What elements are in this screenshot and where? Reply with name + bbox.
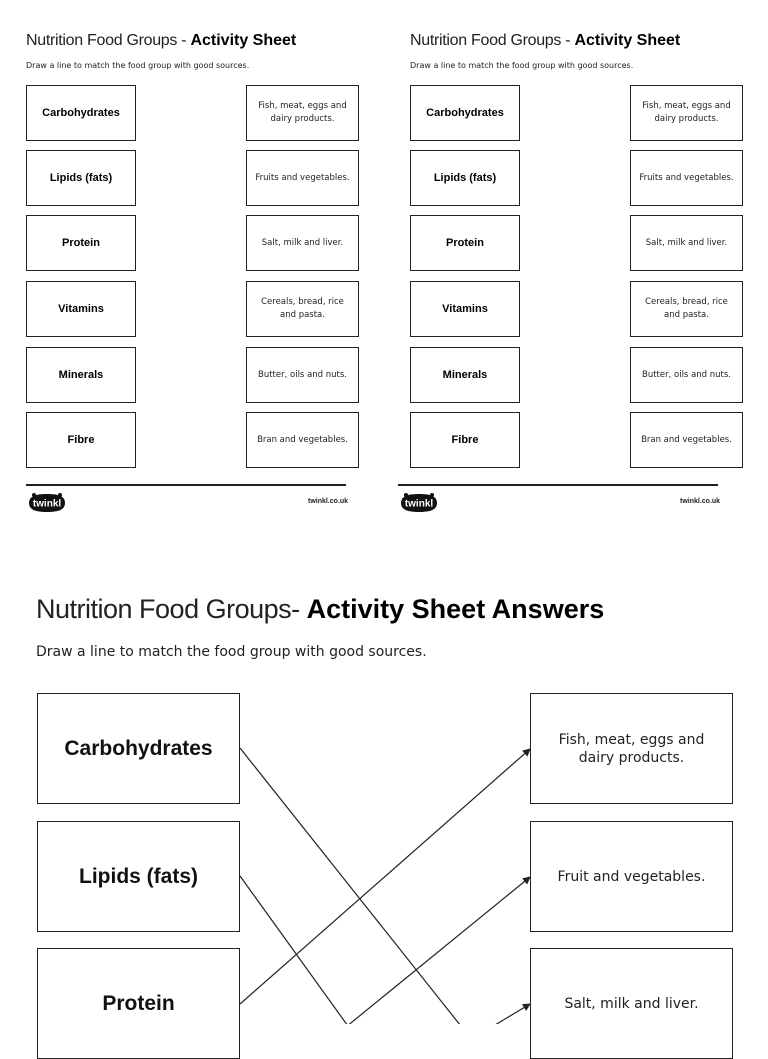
footer-rule bbox=[398, 484, 718, 486]
connector-line-carbohydrates bbox=[240, 748, 472, 1024]
source-box-salt-milk: Salt, milk and liver. bbox=[630, 215, 743, 271]
source-box-cereals: Cereals, bread, rice and pasta. bbox=[246, 281, 359, 337]
source-box-cereals: Cereals, bread, rice and pasta. bbox=[630, 281, 743, 337]
group-box-lipids: Lipids (fats) bbox=[26, 150, 136, 206]
group-box-carbohydrates: Carbohydrates bbox=[410, 85, 520, 141]
source-box-fruits-vegetables: Fruits and vegetables. bbox=[246, 150, 359, 206]
group-box-carbohydrates: Carbohydrates bbox=[26, 85, 136, 141]
group-box-minerals: Minerals bbox=[410, 347, 520, 403]
answer-source-fish-meat: Fish, meat, eggs and dairy products. bbox=[530, 693, 733, 804]
answer-source-salt-milk: Salt, milk and liver. bbox=[530, 948, 733, 1059]
answers-title: Nutrition Food Groups- Activity Sheet Answers bbox=[36, 594, 605, 624]
sheet-title: Nutrition Food Groups - Activity Sheet bbox=[26, 32, 297, 49]
group-box-vitamins: Vitamins bbox=[26, 281, 136, 337]
answer-group-carbohydrates: Carbohydrates bbox=[37, 693, 240, 804]
source-box-fish-meat: Fish, meat, eggs and dairy products. bbox=[246, 85, 359, 141]
footer-url: twinkl.co.uk bbox=[308, 498, 349, 505]
group-box-minerals: Minerals bbox=[26, 347, 136, 403]
group-box-protein: Protein bbox=[26, 215, 136, 271]
connector-line-lipids bbox=[240, 876, 358, 1024]
source-box-bran: Bran and vegetables. bbox=[630, 412, 743, 468]
sheet-title: Nutrition Food Groups - Activity Sheet bbox=[410, 32, 681, 49]
group-box-vitamins: Vitamins bbox=[410, 281, 520, 337]
activity-sheet-right bbox=[404, 0, 755, 520]
footer-rule bbox=[26, 484, 346, 486]
answers-instruction: Draw a line to match the food group with good sources. bbox=[36, 644, 427, 660]
answers-sheet bbox=[0, 560, 768, 1024]
source-box-salt-milk: Salt, milk and liver. bbox=[246, 215, 359, 271]
group-box-lipids: Lipids (fats) bbox=[410, 150, 520, 206]
activity-sheet-left bbox=[26, 0, 371, 520]
source-box-bran: Bran and vegetables. bbox=[246, 412, 359, 468]
svg-text:twinkl: twinkl bbox=[32, 498, 62, 510]
sheet-instruction: Draw a line to match the food group with good sources. bbox=[26, 61, 250, 70]
source-box-butter-oils: Butter, oils and nuts. bbox=[630, 347, 743, 403]
answer-source-fruit-vegetables: Fruit and vegetables. bbox=[530, 821, 733, 932]
group-box-fibre: Fibre bbox=[26, 412, 136, 468]
connector-line-to-salt bbox=[470, 1004, 530, 1024]
twinkl-logo bbox=[26, 490, 68, 516]
source-box-fruits-vegetables: Fruits and vegetables. bbox=[630, 150, 743, 206]
footer-url: twinkl.co.uk bbox=[680, 498, 721, 505]
twinkl-logo bbox=[398, 490, 440, 516]
group-box-protein: Protein bbox=[410, 215, 520, 271]
answer-connector-lines bbox=[0, 560, 768, 1024]
answer-group-lipids: Lipids (fats) bbox=[37, 821, 240, 932]
source-box-butter-oils: Butter, oils and nuts. bbox=[246, 347, 359, 403]
source-box-fish-meat: Fish, meat, eggs and dairy products. bbox=[630, 85, 743, 141]
svg-text:twinkl: twinkl bbox=[404, 498, 434, 510]
answer-group-protein: Protein bbox=[37, 948, 240, 1059]
connector-line-protein bbox=[240, 749, 530, 1004]
group-box-fibre: Fibre bbox=[410, 412, 520, 468]
sheet-instruction: Draw a line to match the food group with good sources. bbox=[410, 61, 634, 70]
